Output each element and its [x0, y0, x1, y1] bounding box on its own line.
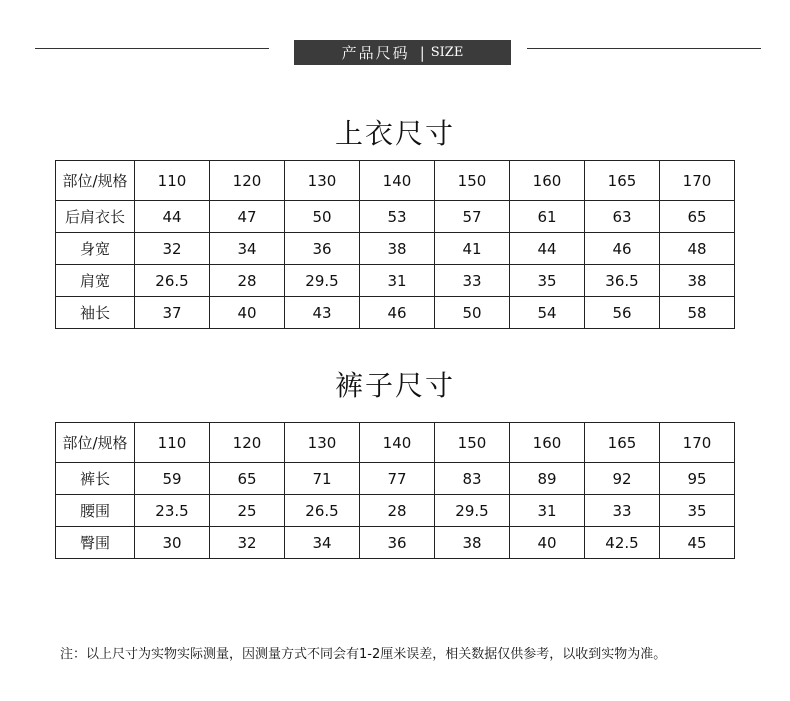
value-cell: 30: [135, 527, 210, 559]
value-cell: 26.5: [135, 265, 210, 297]
size-header-cell: 130: [285, 423, 360, 463]
header-label-cell: 部位/规格: [56, 161, 135, 201]
measure-label-cell: 裤长: [56, 463, 135, 495]
table-row: [56, 201, 735, 233]
table-row: [56, 265, 735, 297]
size-header-cell: 130: [285, 161, 360, 201]
value-cell: 57: [435, 201, 510, 233]
banner-subtitle: SIZE: [430, 45, 464, 60]
value-cell: 36.5: [585, 265, 660, 297]
value-cell: 46: [360, 297, 435, 329]
size-header-cell: 110: [135, 423, 210, 463]
size-header-cell: 160: [510, 161, 585, 201]
size-header-cell: 170: [660, 423, 735, 463]
value-cell: 38: [660, 265, 735, 297]
value-cell: 29.5: [285, 265, 360, 297]
value-cell: 95: [660, 463, 735, 495]
value-cell: 26.5: [285, 495, 360, 527]
value-cell: 36: [360, 527, 435, 559]
value-cell: 50: [285, 201, 360, 233]
measure-label-cell: 肩宽: [56, 265, 135, 297]
value-cell: 89: [510, 463, 585, 495]
value-cell: 92: [585, 463, 660, 495]
value-cell: 44: [510, 233, 585, 265]
size-header-cell: 165: [585, 161, 660, 201]
table-row: [56, 527, 735, 559]
value-cell: 34: [285, 527, 360, 559]
size-header-cell: 110: [135, 161, 210, 201]
value-cell: 50: [435, 297, 510, 329]
size-header-cell: 120: [210, 423, 285, 463]
size-header-cell: 140: [360, 423, 435, 463]
value-cell: 37: [135, 297, 210, 329]
measure-label-cell: 身宽: [56, 233, 135, 265]
value-cell: 23.5: [135, 495, 210, 527]
value-cell: 38: [435, 527, 510, 559]
size-header-cell: 150: [435, 423, 510, 463]
value-cell: 28: [360, 495, 435, 527]
value-cell: 31: [360, 265, 435, 297]
value-cell: 47: [210, 201, 285, 233]
value-cell: 36: [285, 233, 360, 265]
value-cell: 32: [210, 527, 285, 559]
value-cell: 54: [510, 297, 585, 329]
value-cell: 71: [285, 463, 360, 495]
banner-title: 产品尺码: [341, 44, 410, 62]
value-cell: 35: [510, 265, 585, 297]
banner-separator: |: [419, 43, 425, 62]
top-size-table: [55, 160, 735, 329]
size-header-cell: 120: [210, 161, 285, 201]
value-cell: 41: [435, 233, 510, 265]
value-cell: 28: [210, 265, 285, 297]
value-cell: 48: [660, 233, 735, 265]
measurement-note: 注：以上尺寸为实物实际测量，因测量方式不同会有1-2厘米误差，相关数据仅供参考，以收到实物为准。: [60, 647, 667, 662]
top-size-title: 上衣尺寸: [334, 117, 455, 150]
measure-label-cell: 袖长: [56, 297, 135, 329]
table-header-row: [56, 423, 735, 463]
measure-label-cell: 腰围: [56, 495, 135, 527]
measure-label-cell: 后肩衣长: [56, 201, 135, 233]
value-cell: 29.5: [435, 495, 510, 527]
pants-size-table: [55, 422, 735, 559]
divider-left: [35, 48, 269, 49]
table-row: [56, 495, 735, 527]
value-cell: 25: [210, 495, 285, 527]
table-row: [56, 297, 735, 329]
value-cell: 59: [135, 463, 210, 495]
value-cell: 65: [660, 201, 735, 233]
value-cell: 44: [135, 201, 210, 233]
value-cell: 40: [210, 297, 285, 329]
value-cell: 53: [360, 201, 435, 233]
size-header-cell: 170: [660, 161, 735, 201]
value-cell: 40: [510, 527, 585, 559]
table-row: [56, 233, 735, 265]
value-cell: 46: [585, 233, 660, 265]
size-banner: [294, 40, 511, 65]
value-cell: 33: [585, 495, 660, 527]
value-cell: 58: [660, 297, 735, 329]
value-cell: 38: [360, 233, 435, 265]
value-cell: 32: [135, 233, 210, 265]
value-cell: 83: [435, 463, 510, 495]
table-row: [56, 463, 735, 495]
divider-right: [527, 48, 761, 49]
value-cell: 35: [660, 495, 735, 527]
size-header-cell: 140: [360, 161, 435, 201]
measure-label-cell: 臀围: [56, 527, 135, 559]
value-cell: 31: [510, 495, 585, 527]
value-cell: 65: [210, 463, 285, 495]
value-cell: 56: [585, 297, 660, 329]
value-cell: 33: [435, 265, 510, 297]
size-header-cell: 150: [435, 161, 510, 201]
size-header-cell: 165: [585, 423, 660, 463]
table-header-row: [56, 161, 735, 201]
size-header-cell: 160: [510, 423, 585, 463]
value-cell: 42.5: [585, 527, 660, 559]
value-cell: 61: [510, 201, 585, 233]
pants-size-title: 裤子尺寸: [334, 369, 455, 402]
value-cell: 77: [360, 463, 435, 495]
value-cell: 63: [585, 201, 660, 233]
value-cell: 45: [660, 527, 735, 559]
header-label-cell: 部位/规格: [56, 423, 135, 463]
value-cell: 43: [285, 297, 360, 329]
value-cell: 34: [210, 233, 285, 265]
